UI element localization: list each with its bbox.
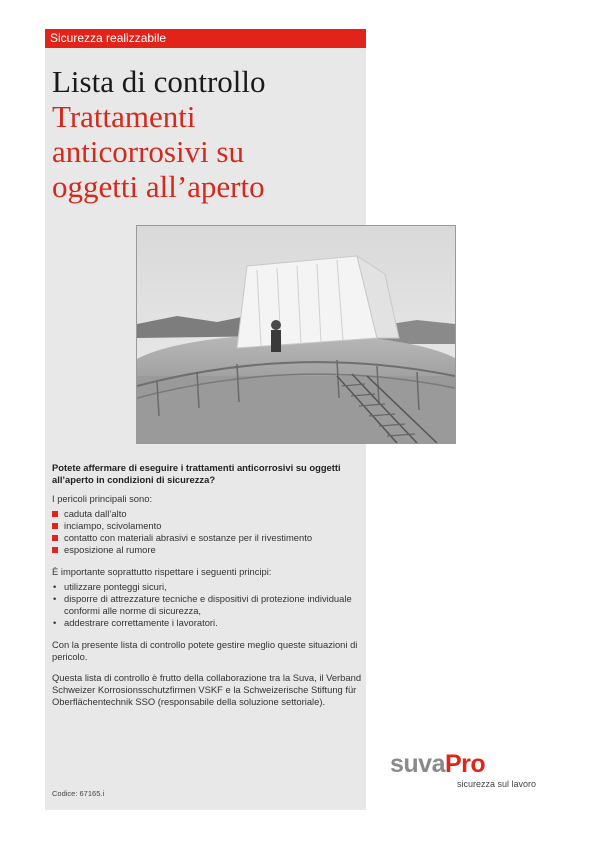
paragraph-usage: Con la presente lista di controllo potete gestire meglio queste situazioni di pericolo. [52,639,358,662]
list-item [52,532,362,544]
banner-text: Sicurezza realizzabile [50,31,167,45]
red-square-bullet [52,511,58,517]
list-item [52,520,362,532]
lead-question: Potete affermare di eseguire i trattamenti anticorrosivi su oggetti all’aperto in condizioni di sicurezza? [52,462,341,485]
list-item-text: esposizione al rumore [64,544,156,555]
list-item-text: inciampo, scivolamento [64,520,162,531]
list-item-text: contatto con materiali abrasivi e sostanze per il rivestimento [64,532,313,543]
list-item [52,508,362,520]
principles-list [52,581,362,629]
logo-tagline: sicurezza sul lavoro [457,779,537,789]
dangers-list [52,508,362,556]
title-line-3: oggetti all’aperto [52,169,265,204]
cover-photo [136,225,456,444]
logo-suva: suva [390,750,445,778]
photo-illustration [137,226,455,443]
suvapro-logo [390,750,550,789]
list-item-text: addestrare correttamente i lavoratori. [64,617,218,628]
red-square-bullet [52,523,58,529]
list-item [52,581,362,593]
dot-bullet: • [53,617,57,628]
logo-pro: Pro [444,750,486,778]
document-code: Codice: 67165.i [52,789,105,798]
title-block [52,64,362,204]
list-item-text: disporre di attrezzature tecniche e dispositivi di protezione individuale conformi alle norme di sicurezza, [64,593,352,616]
principles-intro: È importante soprattutto rispettare i seguenti principi: [52,566,272,577]
list-item [52,544,362,556]
title-line-2: anticorrosivi su [52,134,244,169]
logo-wordmark [390,750,550,778]
intro-text [52,462,362,717]
dot-bullet: • [53,581,57,592]
dangers-intro: I pericoli principali sono: [52,493,153,504]
list-item-text: caduta dall’alto [64,508,127,519]
red-square-bullet [52,547,58,553]
title-line-1: Trattamenti [52,99,196,134]
red-square-bullet [52,535,58,541]
dot-bullet: • [53,593,57,604]
list-item [52,617,362,629]
list-item [52,593,362,617]
header-banner [45,29,366,48]
title-kicker: Lista di controllo [52,64,266,99]
list-item-text: utilizzare ponteggi sicuri, [64,581,167,592]
paragraph-collaboration: Questa lista di controllo è frutto della collaborazione tra la Suva, il Verband Schweizer Korrosionsschutzfirmen VSKF e la Schweizerische Stiftung für Oberflächentechnik SSO (responsabile della soluzione settoriale). [52,672,362,707]
